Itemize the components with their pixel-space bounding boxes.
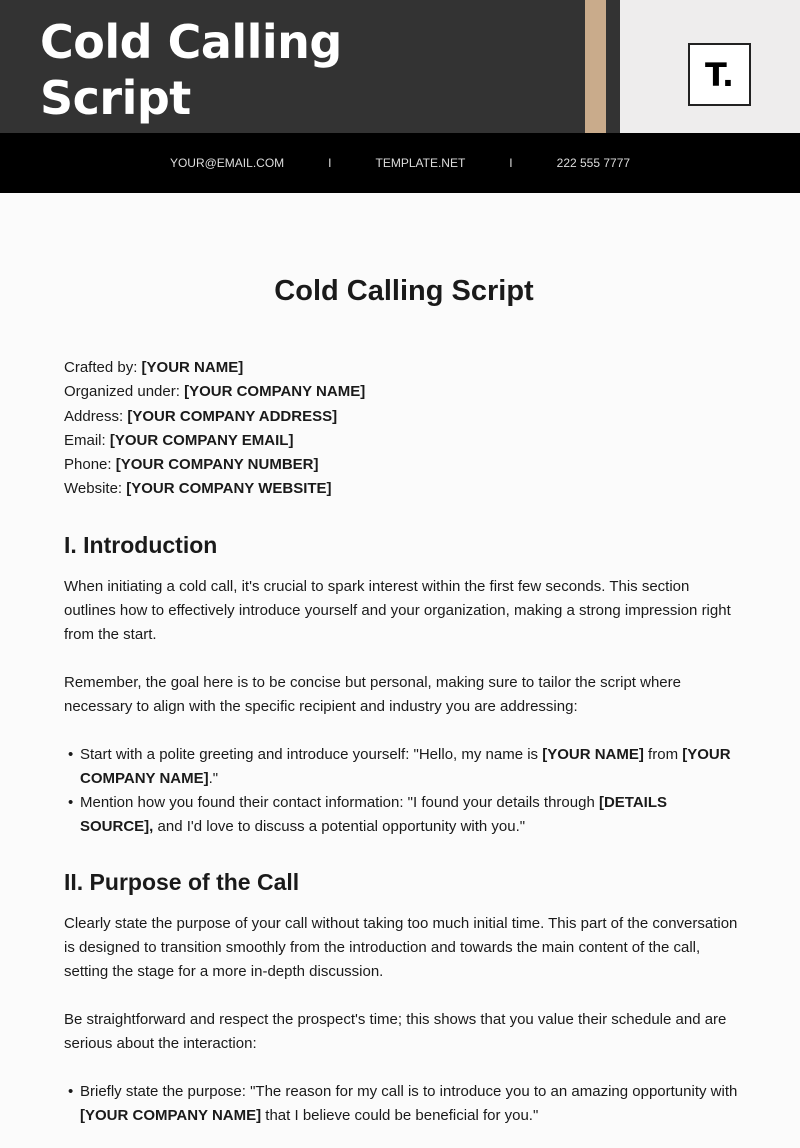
paragraph: Remember, the goal here is to be concise but personal, making sure to tailor the script where necessary to align with the specific recipient and industry you are addressing: xyxy=(64,673,681,715)
meta-row xyxy=(64,453,744,477)
meta-value: [YOUR COMPANY ADDRESS] xyxy=(127,407,338,425)
header-title-line: Script xyxy=(40,71,191,125)
meta-info xyxy=(64,356,744,502)
meta-label: Organized under: xyxy=(64,383,185,401)
text: from xyxy=(643,745,683,763)
meta-row xyxy=(64,356,744,380)
contact-phone: 222 555 7777 xyxy=(556,156,631,170)
document-title: Cold Calling Script xyxy=(274,275,534,307)
meta-row xyxy=(64,429,744,453)
meta-row xyxy=(64,405,744,429)
paragraph: When initiating a cold call, it's crucial to spark interest within the first few seconds. This section outlines how to effectively introduce yourself and your organization, making a strong impression right from the start. xyxy=(64,577,731,643)
meta-label: Email: xyxy=(64,431,110,449)
list-item xyxy=(64,1080,744,1128)
placeholder: [YOUR COMPANY NAME] xyxy=(80,1106,262,1124)
placeholder: [YOUR NAME] xyxy=(542,745,644,763)
document-body xyxy=(64,275,744,1148)
meta-label: Phone: xyxy=(64,456,116,474)
header-title xyxy=(40,14,342,126)
text: ." xyxy=(208,769,219,787)
meta-label: Crafted by: xyxy=(64,359,142,376)
bullet-list xyxy=(64,1080,744,1128)
header-title-line: Cold Calling xyxy=(40,15,342,69)
contact-bar xyxy=(0,133,800,193)
paragraph: Clearly state the purpose of your call without taking too much initial time. This part of the conversation is designed to transition smoothly from the introduction and towards the main content of the call, setting the stage for a more in-depth discussion. xyxy=(64,914,738,980)
placeholder: [DETAILS SOURCE], xyxy=(80,793,668,835)
accent-stripe xyxy=(585,0,606,133)
meta-row xyxy=(64,380,744,404)
list-item xyxy=(64,743,744,791)
bullet-list xyxy=(64,743,744,839)
contact-website: TEMPLATE.NET xyxy=(375,156,466,170)
text: that I believe could be beneficial for you." xyxy=(261,1106,539,1124)
template-logo: T. xyxy=(688,43,751,106)
list-item xyxy=(64,791,744,839)
section-heading-purpose: II. Purpose of the Call xyxy=(64,868,300,895)
text: Start with a polite greeting and introduce yourself: "Hello, my name is xyxy=(80,745,543,763)
contact-email: YOUR@EMAIL.COM xyxy=(169,156,285,170)
meta-value: [YOUR COMPANY WEBSITE] xyxy=(126,480,332,498)
meta-label: Address: xyxy=(64,407,128,425)
text: Mention how you found their contact information: "I found your details through xyxy=(80,793,599,811)
meta-value: [YOUR NAME] xyxy=(141,359,244,376)
separator: I xyxy=(328,156,332,170)
meta-value: [YOUR COMPANY EMAIL] xyxy=(109,431,294,449)
paragraph: Be straightforward and respect the prospect's time; this shows that you value their schedule and are serious about the interaction: xyxy=(64,1010,727,1052)
placeholder: [YOUR COMPANY NAME] xyxy=(80,745,731,787)
meta-label: Website: xyxy=(64,480,127,498)
separator: I xyxy=(509,156,513,170)
meta-row xyxy=(64,477,744,501)
meta-value: [YOUR COMPANY NAME] xyxy=(184,383,366,401)
meta-value: [YOUR COMPANY NUMBER] xyxy=(115,456,319,474)
text: Briefly state the purpose: "The reason for my call is to introduce you to an amazing opportunity with xyxy=(80,1082,738,1100)
section-heading-introduction: I. Introduction xyxy=(64,531,218,558)
text: and I'd love to discuss a potential opportunity with you." xyxy=(153,817,526,835)
